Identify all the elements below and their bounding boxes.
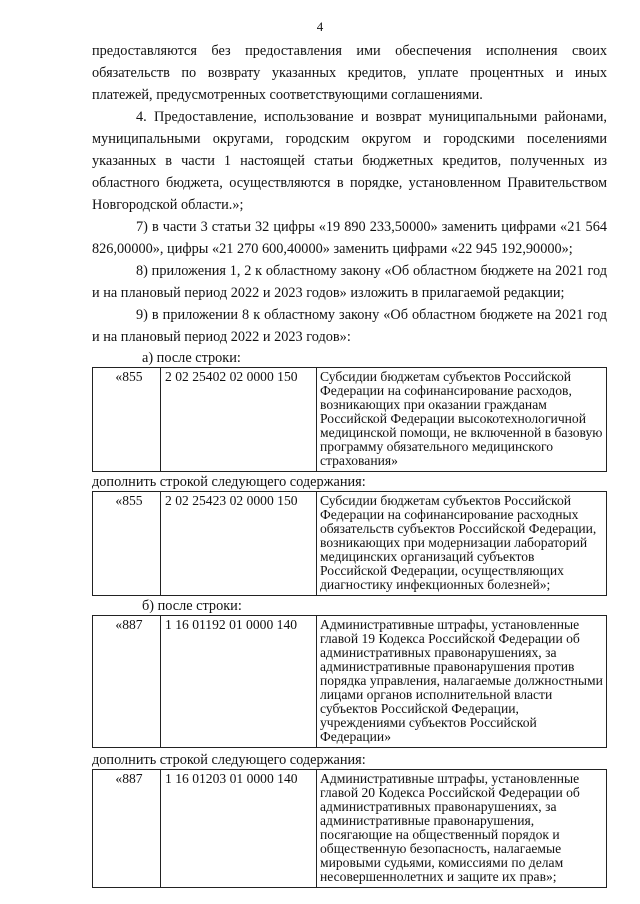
admin-code-cell: «855 — [93, 368, 161, 472]
paragraph-item-9: 9) в приложении 8 к областному закону «Об областном бюджете на 2021 год и на плановый период 2022 и 2023 годов»: — [92, 307, 607, 345]
admin-code-cell: «887 — [93, 616, 161, 748]
table-row — [93, 770, 607, 888]
revenue-name-cell: Субсидии бюджетам субъектов Российской Федерации на софинансирование расходных обязательств субъектов Российской Федерации, возникающих при модернизации лабораторий медицинских организаций субъектов Российской Федерации, осуществляющих диагностику инфекционных болезней»; — [317, 492, 607, 596]
revenue-code-cell: 2 02 25423 02 0000 150 — [161, 492, 317, 596]
budget-code-table-4 — [92, 769, 607, 888]
add-row-label: дополнить строкой следующего содержания: — [92, 474, 366, 490]
page-number: 4 — [316, 19, 324, 34]
subclause-a-label: а) после строки: — [142, 350, 241, 366]
revenue-code-cell: 2 02 25402 02 0000 150 — [161, 368, 317, 472]
revenue-name-cell: Административные штрафы, установленные главой 19 Кодекса Российской Федерации об административных правонарушениях, за административные правонарушения против порядка управления, налагаемые должностными лицами органов исполнительной власти субъектов Российской Федерации, учреждениями субъектов Российской Федерации» — [317, 616, 607, 748]
budget-code-table-3 — [92, 615, 607, 748]
revenue-name-cell: Субсидии бюджетам субъектов Российской Федерации на софинансирование расходов, возникающих при оказании гражданам Российской Федерации высокотехнологичной медицинской помощи, не включенной в базовую программу обязательного медицинского страхования» — [317, 368, 607, 472]
paragraph-item-4: 4. Предоставление, использование и возврат муниципальными районами, муниципальными округами, городским округом и городскими поселениями указанных в части 1 настоящей статьи бюджетных кредитов, полученных из областного бюджета, осуществляются в порядке, установленном Правительством Новгородской области.»; — [92, 109, 607, 213]
paragraph-item-7: 7) в части 3 статьи 32 цифры «19 890 233,50000» заменить цифрами «21 564 826,00000», цифры «21 270 600,40000» заменить цифрами «22 945 192,90000»; — [92, 219, 607, 257]
paragraph-continuation: предоставляются без предоставления ими обеспечения исполнения своих обязательств по возврату указанных кредитов, уплате процентных и иных платежей, предусмотренных соответствующими соглашениями. — [92, 43, 607, 103]
revenue-name-cell: Административные штрафы, установленные главой 20 Кодекса Российской Федерации об административных правонарушениях, за административные правонарушения, посягающие на общественный порядок и общественную безопасность, налагаемые мировыми судьями, комиссиями по делам несовершеннолетних и защите их прав»; — [317, 770, 607, 888]
budget-code-table-2 — [92, 491, 607, 596]
table-row — [93, 616, 607, 748]
admin-code-cell: «887 — [93, 770, 161, 888]
paragraph-item-8: 8) приложения 1, 2 к областному закону «Об областном бюджете на 2021 год и на плановый период 2022 и 2023 годов» изложить в прилагаемой редакции; — [92, 263, 607, 301]
admin-code-cell: «855 — [93, 492, 161, 596]
revenue-code-cell: 1 16 01203 01 0000 140 — [161, 770, 317, 888]
add-row-label: дополнить строкой следующего содержания: — [92, 752, 366, 768]
document-body — [92, 40, 607, 888]
table-row — [93, 368, 607, 472]
revenue-code-cell: 1 16 01192 01 0000 140 — [161, 616, 317, 748]
subclause-b-label: б) после строки: — [142, 598, 242, 614]
table-row — [93, 492, 607, 596]
budget-code-table-1 — [92, 367, 607, 472]
